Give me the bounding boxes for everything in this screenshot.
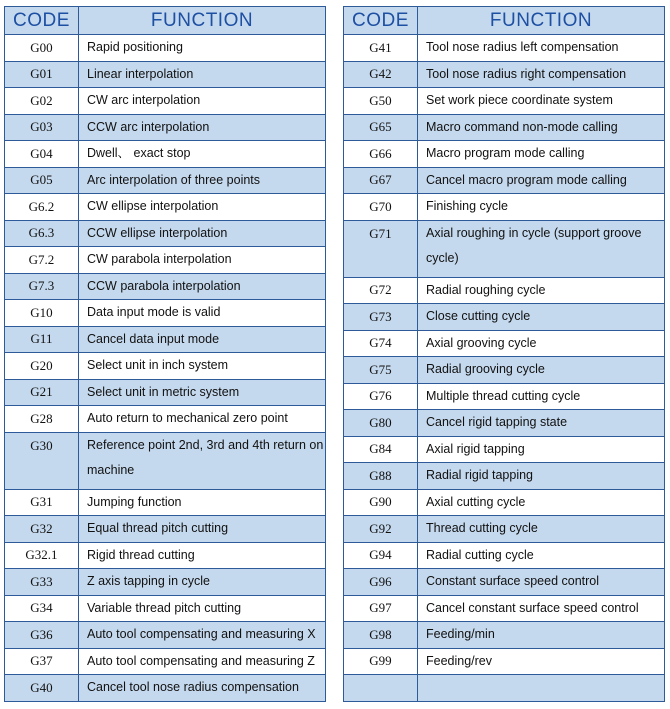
function-cell: Macro program mode calling bbox=[418, 141, 665, 168]
function-cell: Thread cutting cycle bbox=[418, 516, 665, 543]
code-cell: G84 bbox=[344, 436, 418, 463]
code-cell: G01 bbox=[5, 61, 79, 88]
code-cell: G03 bbox=[5, 114, 79, 141]
table-row bbox=[344, 410, 665, 437]
table-row bbox=[344, 595, 665, 622]
function-cell: Cancel constant surface speed control bbox=[418, 595, 665, 622]
table-row bbox=[344, 463, 665, 490]
table-row bbox=[344, 542, 665, 569]
function-cell: Radial roughing cycle bbox=[418, 277, 665, 304]
table-row bbox=[5, 489, 326, 516]
code-cell: G21 bbox=[5, 379, 79, 406]
function-cell: Jumping function bbox=[79, 489, 326, 516]
table-row bbox=[344, 277, 665, 304]
table-row bbox=[344, 383, 665, 410]
code-cell: G28 bbox=[5, 406, 79, 433]
function-cell bbox=[418, 675, 665, 702]
function-cell: Close cutting cycle bbox=[418, 304, 665, 331]
table-row bbox=[5, 648, 326, 675]
function-cell: Constant surface speed control bbox=[418, 569, 665, 596]
function-cell: Arc interpolation of three points bbox=[79, 167, 326, 194]
function-cell: Select unit in metric system bbox=[79, 379, 326, 406]
function-cell: Cancel macro program mode calling bbox=[418, 167, 665, 194]
table-row bbox=[5, 35, 326, 62]
table-row bbox=[5, 300, 326, 327]
function-cell: Equal thread pitch cutting bbox=[79, 516, 326, 543]
function-cell: Cancel rigid tapping state bbox=[418, 410, 665, 437]
function-cell: Reference point 2nd, 3rd and 4th return on machine bbox=[79, 432, 326, 489]
table-row bbox=[5, 595, 326, 622]
function-cell: Auto return to mechanical zero point bbox=[79, 406, 326, 433]
code-cell: G99 bbox=[344, 648, 418, 675]
code-cell: G90 bbox=[344, 489, 418, 516]
table-row bbox=[5, 141, 326, 168]
function-cell: CCW ellipse interpolation bbox=[79, 220, 326, 247]
function-cell: Axial grooving cycle bbox=[418, 330, 665, 357]
code-cell: G02 bbox=[5, 88, 79, 115]
code-cell: G67 bbox=[344, 167, 418, 194]
code-cell: G73 bbox=[344, 304, 418, 331]
code-cell: G66 bbox=[344, 141, 418, 168]
code-cell: G74 bbox=[344, 330, 418, 357]
gcode-table-left bbox=[4, 6, 326, 702]
code-cell: G04 bbox=[5, 141, 79, 168]
code-cell: G98 bbox=[344, 622, 418, 649]
code-cell: G70 bbox=[344, 194, 418, 221]
code-cell: G32 bbox=[5, 516, 79, 543]
table-row bbox=[344, 61, 665, 88]
function-cell: Radial grooving cycle bbox=[418, 357, 665, 384]
code-cell: G97 bbox=[344, 595, 418, 622]
table-row bbox=[5, 61, 326, 88]
header-code: CODE bbox=[344, 7, 418, 35]
code-cell: G80 bbox=[344, 410, 418, 437]
function-cell: Feeding/min bbox=[418, 622, 665, 649]
function-cell: Set work piece coordinate system bbox=[418, 88, 665, 115]
code-cell: G7.3 bbox=[5, 273, 79, 300]
function-cell: Linear interpolation bbox=[79, 61, 326, 88]
code-cell: G36 bbox=[5, 622, 79, 649]
table-row bbox=[344, 35, 665, 62]
code-cell: G71 bbox=[344, 220, 418, 277]
function-cell: Radial rigid tapping bbox=[418, 463, 665, 490]
function-cell: Z axis tapping in cycle bbox=[79, 569, 326, 596]
table-row bbox=[344, 648, 665, 675]
table-row bbox=[5, 220, 326, 247]
table-row bbox=[344, 220, 665, 277]
function-cell: Multiple thread cutting cycle bbox=[418, 383, 665, 410]
table-row bbox=[5, 675, 326, 702]
code-cell bbox=[344, 675, 418, 702]
function-cell: CW ellipse interpolation bbox=[79, 194, 326, 221]
function-cell: Feeding/rev bbox=[418, 648, 665, 675]
table-row bbox=[5, 194, 326, 221]
table-row bbox=[5, 167, 326, 194]
code-cell: G20 bbox=[5, 353, 79, 380]
code-cell: G72 bbox=[344, 277, 418, 304]
table-row bbox=[344, 114, 665, 141]
header-row bbox=[5, 7, 326, 35]
header-function: FUNCTION bbox=[79, 7, 326, 35]
gcode-table-right bbox=[343, 6, 665, 702]
code-cell: G00 bbox=[5, 35, 79, 62]
header-row bbox=[344, 7, 665, 35]
code-cell: G6.2 bbox=[5, 194, 79, 221]
function-cell: Axial rigid tapping bbox=[418, 436, 665, 463]
table-row bbox=[344, 622, 665, 649]
table-row bbox=[5, 569, 326, 596]
table-row bbox=[344, 167, 665, 194]
header-code: CODE bbox=[5, 7, 79, 35]
code-cell: G31 bbox=[5, 489, 79, 516]
function-cell: Cancel tool nose radius compensation bbox=[79, 675, 326, 702]
function-cell: Tool nose radius right compensation bbox=[418, 61, 665, 88]
function-cell: Macro command non-mode calling bbox=[418, 114, 665, 141]
function-cell: CCW arc interpolation bbox=[79, 114, 326, 141]
table-row bbox=[344, 304, 665, 331]
table-row bbox=[344, 516, 665, 543]
code-cell: G05 bbox=[5, 167, 79, 194]
table-row bbox=[5, 406, 326, 433]
table-row bbox=[5, 379, 326, 406]
function-cell: CCW parabola interpolation bbox=[79, 273, 326, 300]
function-cell: CW arc interpolation bbox=[79, 88, 326, 115]
function-cell: Axial cutting cycle bbox=[418, 489, 665, 516]
code-cell: G6.3 bbox=[5, 220, 79, 247]
table-row bbox=[344, 141, 665, 168]
table-row bbox=[344, 88, 665, 115]
code-cell: G30 bbox=[5, 432, 79, 489]
function-cell: Auto tool compensating and measuring Z bbox=[79, 648, 326, 675]
function-cell: Tool nose radius left compensation bbox=[418, 35, 665, 62]
table-row bbox=[344, 489, 665, 516]
code-cell: G76 bbox=[344, 383, 418, 410]
function-cell: Rigid thread cutting bbox=[79, 542, 326, 569]
table-row bbox=[5, 326, 326, 353]
code-cell: G41 bbox=[344, 35, 418, 62]
code-cell: G40 bbox=[5, 675, 79, 702]
function-cell: Axial roughing in cycle (support groove cycle) bbox=[418, 220, 665, 277]
function-cell: Dwell、 exact stop bbox=[79, 141, 326, 168]
table-row bbox=[344, 194, 665, 221]
function-cell: Data input mode is valid bbox=[79, 300, 326, 327]
code-cell: G7.2 bbox=[5, 247, 79, 274]
code-cell: G11 bbox=[5, 326, 79, 353]
function-cell: Finishing cycle bbox=[418, 194, 665, 221]
header-function: FUNCTION bbox=[418, 7, 665, 35]
table-row bbox=[5, 516, 326, 543]
table-row bbox=[5, 273, 326, 300]
function-cell: Rapid positioning bbox=[79, 35, 326, 62]
table-row bbox=[344, 330, 665, 357]
code-cell: G37 bbox=[5, 648, 79, 675]
table-row bbox=[5, 247, 326, 274]
table-row bbox=[344, 675, 665, 702]
function-cell: CW parabola interpolation bbox=[79, 247, 326, 274]
code-cell: G92 bbox=[344, 516, 418, 543]
code-cell: G50 bbox=[344, 88, 418, 115]
code-cell: G88 bbox=[344, 463, 418, 490]
table-row bbox=[5, 88, 326, 115]
table-row bbox=[344, 357, 665, 384]
table-row bbox=[344, 569, 665, 596]
table-row bbox=[5, 542, 326, 569]
code-cell: G94 bbox=[344, 542, 418, 569]
code-cell: G42 bbox=[344, 61, 418, 88]
code-cell: G65 bbox=[344, 114, 418, 141]
code-cell: G75 bbox=[344, 357, 418, 384]
code-cell: G96 bbox=[344, 569, 418, 596]
function-cell: Radial cutting cycle bbox=[418, 542, 665, 569]
function-cell: Select unit in inch system bbox=[79, 353, 326, 380]
code-cell: G10 bbox=[5, 300, 79, 327]
table-row bbox=[5, 114, 326, 141]
code-cell: G32.1 bbox=[5, 542, 79, 569]
table-row bbox=[5, 353, 326, 380]
table-row bbox=[5, 432, 326, 489]
code-cell: G33 bbox=[5, 569, 79, 596]
function-cell: Auto tool compensating and measuring X bbox=[79, 622, 326, 649]
code-cell: G34 bbox=[5, 595, 79, 622]
table-row bbox=[5, 622, 326, 649]
function-cell: Variable thread pitch cutting bbox=[79, 595, 326, 622]
function-cell: Cancel data input mode bbox=[79, 326, 326, 353]
table-row bbox=[344, 436, 665, 463]
